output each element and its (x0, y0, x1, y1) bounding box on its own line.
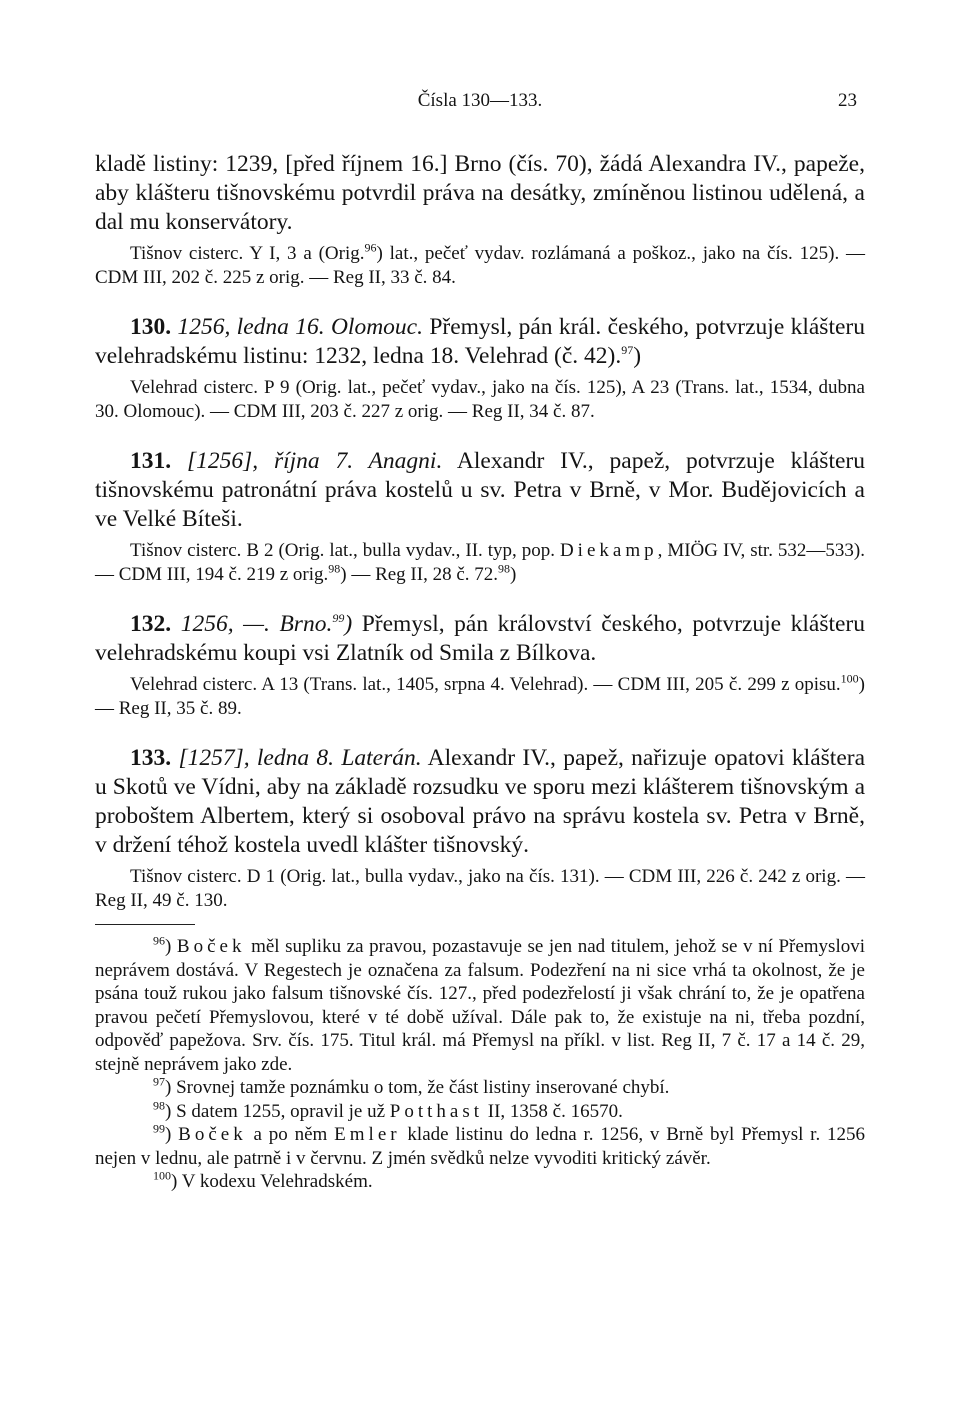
author-name: Diekamp (559, 540, 658, 561)
footnote-text: V kodexu Velehradském. (181, 1171, 373, 1192)
entry-date-close: ) (344, 611, 353, 637)
entry-130-source: Velehrad cisterc. P 9 (Orig. lat., pečeť vydav., jako na čís. 125), A 23 (Trans. lat., 1534, dubna 30. Olomouc). — CDM III, 203 č. 227 z orig. — Reg II, 34 č. 87. (95, 377, 865, 422)
source-b: ) — Reg II, 28 č. 72. (340, 563, 499, 585)
running-header (95, 90, 865, 114)
footnote-mark: 96 (153, 933, 165, 948)
footnote-close: ) (165, 936, 172, 957)
footnote-text-b: II, 1358 č. 16570. (487, 1100, 623, 1122)
entry-number: 131. (130, 448, 172, 474)
footnote-divider (95, 924, 195, 925)
footnote-text-a: S datem 1255, opravil je už (176, 1100, 386, 1122)
footnote-text: Srovnej tamže poznámku o tom, že část listiny inserované chybí. (176, 1077, 670, 1098)
footnote-mark: 100 (153, 1168, 171, 1183)
entry-date: [1257], ledna 8. Laterán. (178, 745, 422, 771)
entry-number: 133. (130, 745, 172, 771)
entry-date: 1256, ledna 16. Olomouc. (177, 314, 423, 340)
footnote-close: ) (165, 1100, 172, 1122)
footnote-mark: 98 (153, 1098, 165, 1113)
footnote-ref[interactable]: 96 (364, 240, 377, 255)
footnote-98 (95, 1100, 865, 1124)
author-name: Boček (176, 936, 246, 957)
source-b: ) — Reg II, 35 č. 89. (95, 674, 865, 719)
footnote-mark: 97 (153, 1074, 165, 1089)
footnote-ref[interactable]: 98 (328, 561, 341, 576)
entry-text-a: Přemysl, pán král. českého, potvrzuje klášteru velehradskému listinu: 1232, ledna 18. Velehrad (č. 42). (95, 314, 865, 369)
footnote-97 (95, 1076, 865, 1100)
author-name: Boček (178, 1124, 247, 1145)
document-body (95, 150, 865, 1194)
footnote-ref[interactable]: 99 (332, 611, 345, 626)
entry-133-source: Tišnov cisterc. D 1 (Orig. lat., bulla vydav., jako na čís. 131). — CDM III, 226 č. 242 z orig. — Reg II, 49 č. 130. (95, 866, 865, 911)
entry-number: 130. (130, 314, 172, 340)
entry-132-text (95, 610, 865, 668)
author-name: Potthast (389, 1100, 484, 1122)
header-title: Čísla 130—133. (417, 90, 543, 111)
entry-date: 1256, —. Brno. (180, 611, 333, 637)
footnote-ref[interactable]: 100 (840, 671, 859, 686)
entry-133-text (95, 744, 865, 860)
source-a: Tišnov cisterc. B 2 (Orig. lat., bulla vydav., II. typ, pop. (130, 540, 555, 561)
entry-131-source (95, 539, 865, 586)
source-d: ) (510, 563, 517, 585)
entry-131-text (95, 447, 865, 534)
entry-130-text (95, 313, 865, 371)
entry-text-b: ) (633, 343, 642, 369)
entry-text-a: Přemysl, pán království českého, potvrzuje klášteru velehradskému koupi vsi Zlatník od Smila z Bílkova. (95, 611, 866, 666)
intro-text: kladě listiny: 1239, [před říjnem 16.] Brno (čís. 70), žádá Alexandra IV., papeže, aby klášteru tišnovskému potvrdil práva na desátky, zmíněnou listinou udělená, a dal mu konservátory. (95, 151, 865, 235)
footnote-mark: 99 (153, 1121, 165, 1136)
intro-source-b: ) lat., pečeť vydav. rozlámaná a poškoz., jako na čís. 125). — CDM III, 202 č. 225 z orig. — Reg II, 33 č. 84. (95, 243, 865, 288)
entry-text-a: Alexandr IV., papež, potvrzuje klášteru tišnovskému patronátní práva kostelů u sv. Petra v Brně, v Mor. Budějovicích a ve Velké Bíteši. (95, 448, 865, 532)
footnote-96 (95, 935, 865, 1076)
entry-date: [1256], října 7. Anagni. (186, 448, 443, 474)
footnote-ref[interactable]: 98 (498, 561, 511, 576)
footnote-close: ) (165, 1077, 172, 1098)
page-number: 23 (838, 90, 857, 111)
source-c: , MIÖG IV, str. 532—533). — CDM III, 194 č. 219 z orig. (95, 540, 865, 585)
entry-132-source (95, 673, 865, 720)
author-name: Emler (334, 1124, 401, 1145)
footnote-100 (95, 1170, 865, 1194)
footnote-99 (95, 1123, 865, 1170)
footnote-close: ) (165, 1124, 172, 1145)
footnote-ref[interactable]: 97 (621, 343, 634, 358)
entry-text-a: Alexandr IV., papež, nařizuje opatovi kláštera u Skotů ve Vídni, aby na základě rozsudku ve sporu mezi klášterem tišnovským a proboštem Albertem, který si osoboval právo na správu kostela sv. Petra v Brně, v držení téhož kostela uvedl klášter tišnovský. (95, 745, 866, 858)
footnote-text-b: klade listinu do ledna r. 1256, v Brně byl Přemysl r. 1256 nejen v lednu, ale patrně i v červnu. Z jmén svědků nelze vyvoditi kritický závěr. (95, 1124, 866, 1169)
entry-number: 132. (130, 611, 172, 637)
footnote-text: měl supliku za pravou, pozastavuje se jen nad titulem, jehož se v ní Přemyslovi neprávem dostává. V Regestech je označena za falsum. Podezření na ni sice vrhá ta okolnost, že je psána touž rukou jako falsum tišnovské čís. 127., před podezřelostí ji však chrání to, že je opatřena pravou pečetí Přemyslovou, které v té době užíval. Dále pak to, že existuje na ni, třeba pozdní, odpověď papežova. Srv. čís. 175. Titul král. má Přemysl na příkl. v list. Reg II, 7 č. 17 a 14 č. 29, stejně neprávem jako zde. (95, 936, 866, 1075)
footnote-close: ) (171, 1171, 178, 1192)
intro-source-a: Tišnov cisterc. Y I, 3 a (Orig. (130, 243, 365, 264)
source-a: Velehrad cisterc. A 13 (Trans. lat., 1405, srpna 4. Velehrad). — CDM III, 205 č. 299 z opisu. (130, 674, 841, 695)
intro-source (95, 242, 865, 289)
footnote-text-a: a po něm (253, 1124, 328, 1145)
